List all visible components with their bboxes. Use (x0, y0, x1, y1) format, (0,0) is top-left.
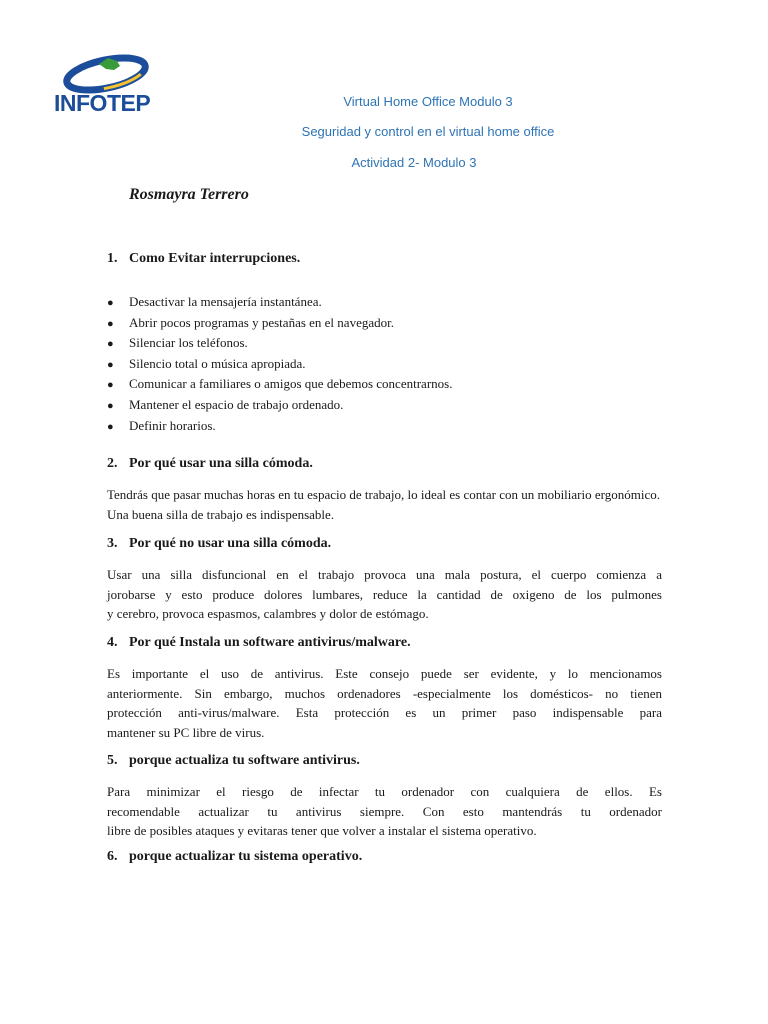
list-item: ● Abrir pocos programas y pestañas en el navegador. (107, 313, 452, 334)
paragraph-line: mantener su PC libre de virus. (107, 724, 265, 740)
question-5 (107, 753, 360, 769)
bullet-icon: ● (107, 338, 114, 351)
bullet-icon: ● (107, 399, 114, 412)
question-title: Por qué Instala un software antivirus/malware. (129, 635, 411, 650)
list-item: ● Mantener el espacio de trabajo ordenado. (107, 395, 452, 416)
list-item: ● Definir horarios. (107, 416, 452, 437)
answer-2 (107, 485, 762, 524)
answer-3 (107, 565, 662, 624)
paragraph-line: y cerebro, provoca espasmos, calambres y dolor de estómago. (107, 606, 429, 621)
paragraph-line: libre de posibles ataques y evitaras tener que volver a instalar el sistema operativo. (107, 823, 537, 838)
bullet-icon: ● (107, 420, 114, 433)
question-number: 1. (107, 251, 118, 266)
question-title: porque actualizar tu sistema operativo. (129, 849, 363, 864)
bullet-icon: ● (107, 379, 114, 392)
list-item: ● Silencio total o música apropiada. (107, 354, 452, 375)
question-2 (107, 456, 313, 472)
question-number: 3. (107, 536, 118, 551)
list-item: ● Silenciar los teléfonos. (107, 333, 452, 354)
header-course: Virtual Home Office Modulo 3 (343, 94, 513, 109)
list-item: ● Desactivar la mensajería instantánea. (107, 292, 452, 313)
infotep-logo (54, 52, 160, 122)
question-title: porque actualiza tu software antivirus. (129, 753, 360, 768)
question-title: Como Evitar interrupciones. (129, 251, 301, 266)
question-3 (107, 536, 331, 552)
question-1 (107, 251, 300, 267)
question-number: 2. (107, 456, 118, 471)
answer-4 (107, 664, 662, 742)
question-4 (107, 635, 411, 651)
question-number: 5. (107, 753, 118, 768)
question-title: Por qué usar una silla cómoda. (129, 456, 313, 471)
question-title: Por qué no usar una silla cómoda. (129, 536, 332, 551)
logo-text: INFOTEP (54, 90, 151, 116)
question-number: 6. (107, 849, 118, 864)
paragraph-line: protección anti-virus/malware. Esta protección es un primer paso indispensable para (107, 705, 662, 720)
question-6 (107, 849, 362, 865)
bullet-list (107, 292, 452, 436)
bullet-icon: ● (107, 297, 114, 309)
header-topic: Seguridad y control en el virtual home office (301, 124, 555, 139)
paragraph-line: Tendrás que pasar muchas horas en tu espacio de trabajo, lo ideal es contar con un mobiliario ergonómico. (107, 487, 660, 502)
paragraph-line: Usar una silla disfuncional en el trabajo provoca una mala postura, el cuerpo comienza a (107, 567, 662, 582)
author-name: Rosmayra Terrero (129, 186, 249, 203)
paragraph-line: recomendable actualizar tu antivirus siempre. Con esto mantendrás tu ordenador (107, 803, 662, 819)
bullet-icon: ● (107, 358, 114, 371)
paragraph-line: jorobarse y esto produce dolores lumbares, reduce la cantidad de oxigeno de los pulmones (107, 586, 662, 602)
header-activity: Actividad 2- Modulo 3 (351, 155, 477, 170)
paragraph-line: Es importante el uso de antivirus. Este consejo puede ser evidente, y lo mencionamos (107, 666, 662, 681)
list-item: ● Comunicar a familiares o amigos que debemos concentrarnos. (107, 374, 452, 395)
paragraph-line: Una buena silla de trabajo es indispensable. (107, 506, 335, 522)
answer-5 (107, 782, 662, 841)
bullet-icon: ● (107, 317, 114, 330)
paragraph-line: anteriormente. Sin embargo, muchos ordenadores -especialmente los domésticos- no tienen (107, 685, 662, 701)
paragraph-line: Para minimizar el riesgo de infectar tu ordenador con cualquiera de ellos. Es (107, 784, 662, 799)
question-number: 4. (107, 635, 118, 650)
